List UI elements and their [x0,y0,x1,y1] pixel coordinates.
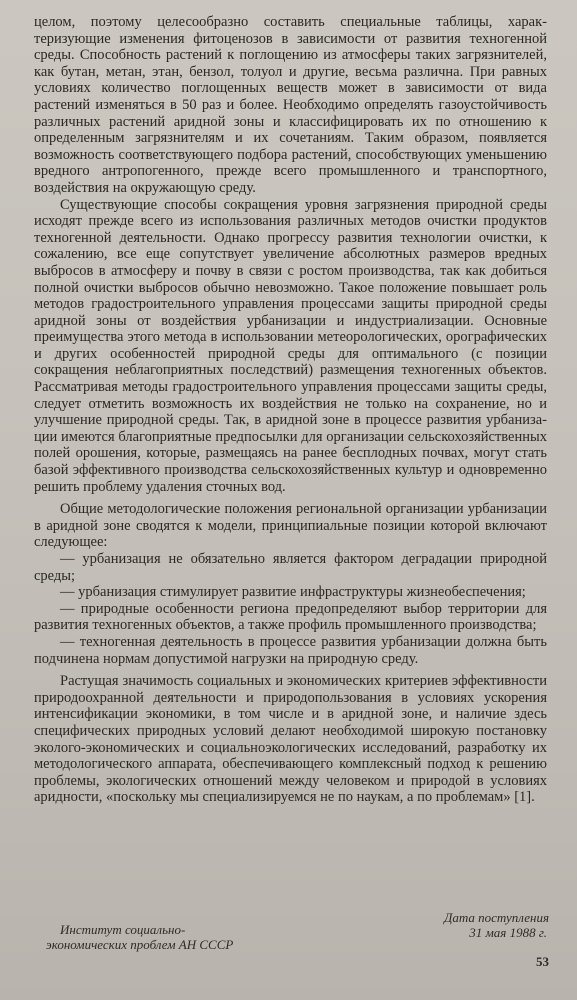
institute-line-2: экономических проблем АН СССР [46,937,234,952]
paragraph-3: Общие методологические положения региональной организации урбанизации в аридной зоне сводятся к модели, принципиальные позиции которой включают следующее: [34,501,547,551]
article-body [34,14,547,806]
list-item-1: — урбанизация не обязательно является фактором деградации природной среды; [34,551,547,584]
paragraph-2: Существующие способы сокращения уровня загрязнения природной среды исходят прежде всего из использования различных методов очистки продуктов техногенной деятельности. Однако прогрессу развития технологии очистки, к сожалению, все еще сопутствует увеличение абсолютных размеров вредных выбросов в атмосферу и почву в связи с ростом производства, так как добиться полной очистки выбросов обычно невозможно. Такое положение повышает роль методов градостроительного управления процессами защиты природной среды аридной зоны от воздействия урбанизации и индустриализации. Основные преимущества этого метода в использовании метеорологических, орографических и других особенностей природной среды для оптимального (с позиции сокращения неблагоприятных последствий) размещения техногенных объектов. Рассматривая методы градостроительного управления процессами защиты среды, следует отметить возможность их воздействия не только на сохранение, но и улучшение природной среды. Так, в аридной зоне в процессе развития урбанизации имеются благоприятные предпосылки для организации сельскохозяйственных полей орошения, которые, размещаясь на ранее бесплодных почвах, могут стать базой эффективного производства сельскохозяйственных культур и одновременно решить проблему удаления сточных вод. [34,196,547,495]
page-number: 53 [536,954,549,969]
institute-line-1: Институт социально- [60,922,186,937]
received-label: Дата поступления [444,910,549,925]
list-item-3: — природные особенности региона предопределяют выбор территории для развития техногенных объектов, а также профиль промышленного производства; [34,600,547,634]
received-date: 31 мая 1988 г. [469,925,547,940]
institute-affiliation [46,922,234,952]
page-footer [0,910,577,1000]
paragraph-1: целом, поэтому целесообразно составить специальные таблицы, характеризующие изменения фитоценозов в зависимости от развития техногенной среды. Способность растений к поглощению из атмосферы таких загрязнителей, как бутан, метан, этан, бензол, толуол и другие, весьма различна. При равных условиях количество поглощенных веществ может в зависимости от вида растений изменяться в 50 раз и более. Необходимо определять газоустойчивость различных растений аридной зоны и классифицировать их по отношению к определенным загрязнителям и их сочетаниям. Таким образом, появляется возможность соответствующего подбора растений, способствующих уменьшению вредного антропогенного, прежде всего промышленного и транспортного, воздействия на окружающую среду. [34,14,547,196]
list-item-4: — техногенная деятельность в процессе развития урбанизации должна быть подчинена нормам допустимой нагрузки на природную среду. [34,633,547,667]
list-item-2: — урбанизация стимулирует развитие инфраструктуры жизнеобеспечения; [60,584,526,601]
received-date-block [444,910,549,940]
paragraph-4: Растущая значимость социальных и экономических критериев эффективности природоохранной деятельности и природопользования в условиях ускорения интенсификации экономики, в том числе и в аридной зоне, и наличие здесь специфических природных условий делают необходимой широкую постановку эколого-экономических и социальноэкологических исследований, разработку их методологического аппарата, обеспечивающего комплексный подход к решению проблемы, экологических отношений между человеком и природой в условиях аридности, «поскольку мы специализируемся не по наукам, а по проблемам» [1]. [34,673,547,806]
